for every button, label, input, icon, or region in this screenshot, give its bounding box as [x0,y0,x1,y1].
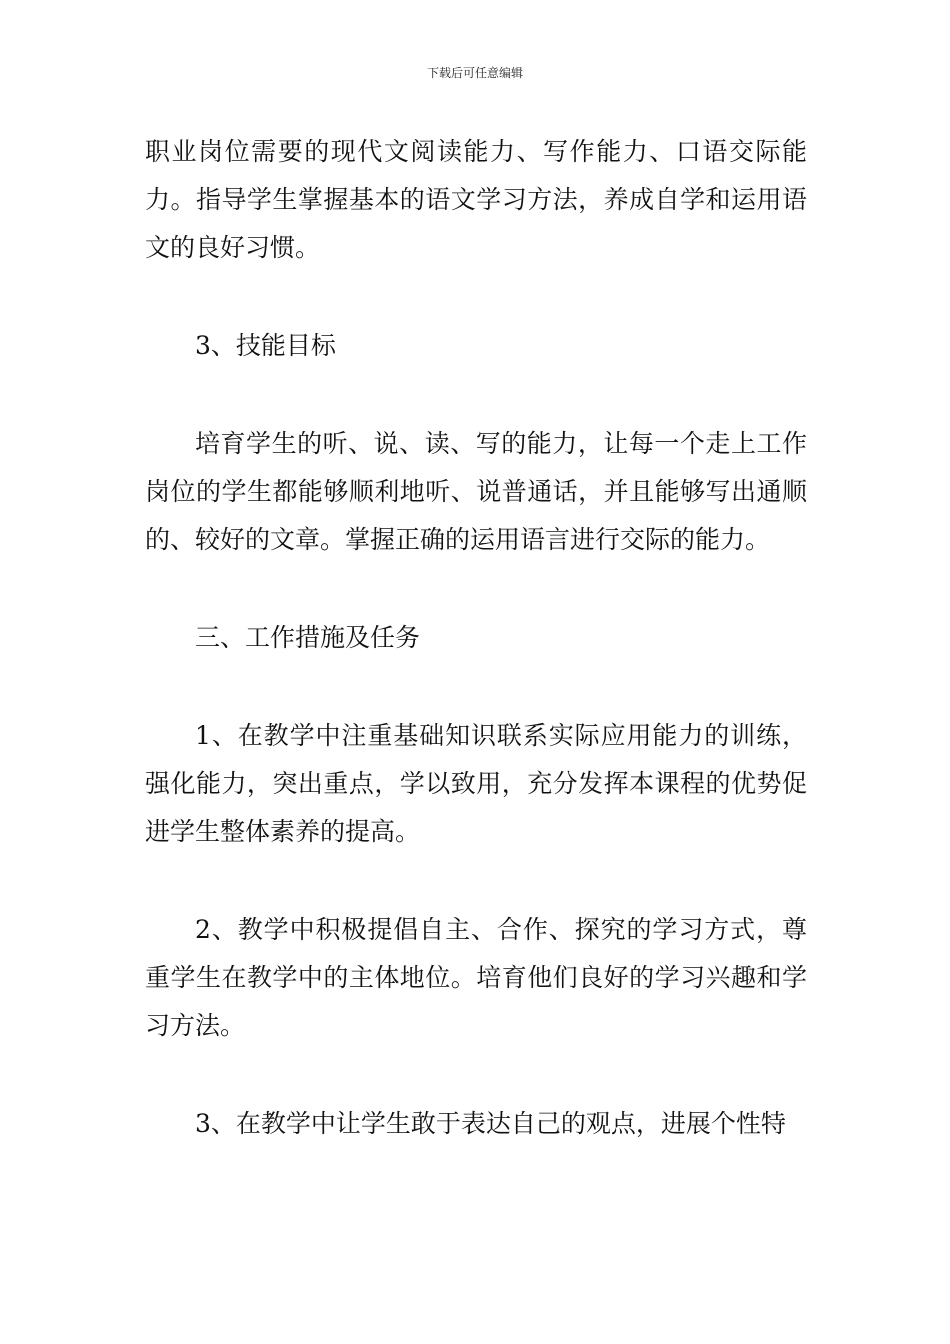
paragraph-measure-3: 3、在教学中让学生敢于表达自己的观点，进展个性特 [195,1109,786,1138]
paragraph-skills: 培育学生的听、说、读、写的能力，让每一个走上工作岗位的学生都能够顺利地听、说普通话，并且能够写出通顺的、较好的文章。掌握正确的运用语言进行交际的能力。 [145,429,807,554]
section-heading-skill-goals: 3、技能目标 [195,331,336,360]
page-header-note: 下载后可任意编辑 [426,66,523,80]
paragraph-continuation: 职业岗位需要的现代文阅读能力、写作能力、口语交际能力。指导学生掌握基本的语文学习方法，养成自学和运用语文的良好习惯。 [145,137,807,262]
section-heading-work-measures: 三、工作措施及任务 [195,623,421,652]
document-body [145,128,807,1148]
paragraph-measure-2: 2、教学中积极提倡自主、合作、探究的学习方式，尊重学生在教学中的主体地位。培育他们良好的学习兴趣和学习方法。 [145,915,807,1040]
paragraph-measure-1: 1、在教学中注重基础知识联系实际应用能力的训练，强化能力，突出重点，学以致用，充分发挥本课程的优势促进学生整体素养的提高。 [145,721,807,846]
